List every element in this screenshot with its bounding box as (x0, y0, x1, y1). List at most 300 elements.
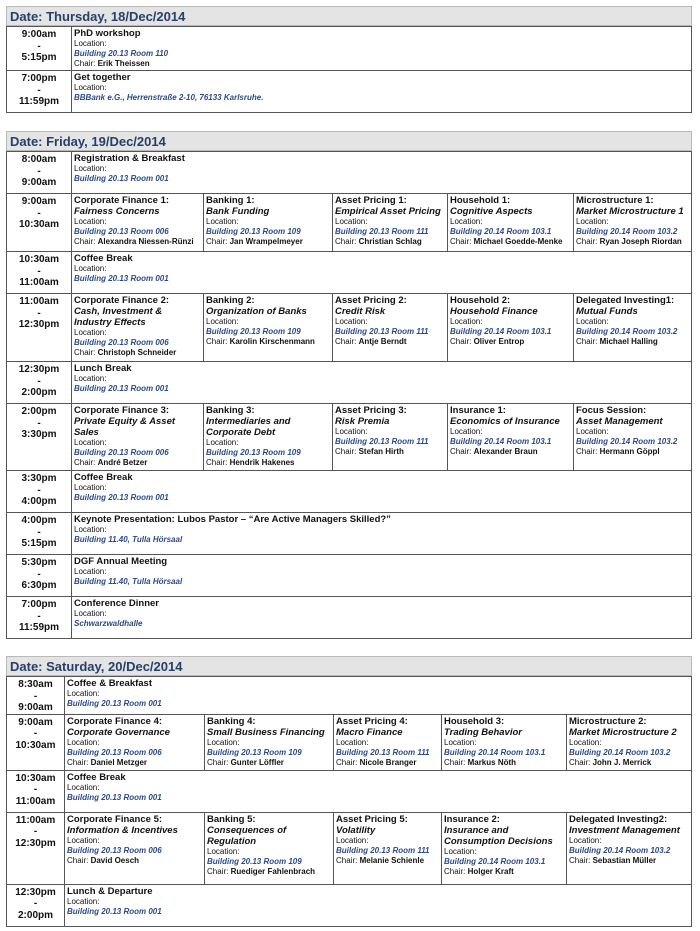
session-title: Corporate Finance 2: (74, 295, 170, 306)
time-separator: - (37, 484, 41, 496)
chair-line (569, 758, 689, 768)
schedule-row (7, 404, 692, 471)
location-label: Location: (67, 835, 100, 845)
session-subtitle: Small Business Financing (207, 726, 325, 738)
session-cell (72, 252, 692, 294)
time-separator: - (33, 898, 38, 909)
start-time: 10:30am (18, 254, 60, 265)
location-value: Building 20.13 Room 001 (67, 699, 162, 708)
session-cell (333, 404, 448, 471)
chair-line (336, 856, 439, 866)
chair-name: Michael Halling (599, 337, 658, 346)
location-value: Building 20.13 Room 006 (67, 747, 162, 757)
end-time: 11:00am (19, 277, 59, 288)
location-value: Building 20.14 Room 103.1 (450, 227, 552, 236)
location-value: Building 20.14 Room 103.1 (444, 747, 546, 757)
schedule-table (6, 151, 692, 639)
session-cell (72, 404, 204, 471)
day-header: Date: Thursday, 18/Dec/2014 (6, 6, 692, 26)
session-cell (448, 194, 574, 252)
session-cell (72, 555, 692, 597)
chair-label: Chair: (576, 337, 598, 346)
start-time: 5:30pm (21, 557, 57, 568)
time-separator: - (33, 784, 38, 795)
day-header: Date: Friday, 19/Dec/2014 (6, 131, 692, 151)
chair-label: Chair: (206, 337, 228, 346)
chair-label: Chair: (569, 855, 591, 865)
session-cell (574, 404, 692, 471)
location-value: Building 11.40, Tulla Hörsaal (74, 577, 183, 586)
location-value: Building 20.14 Room 103.2 (569, 845, 671, 855)
location-label: Location: (335, 317, 368, 326)
location-label: Location: (74, 374, 107, 383)
session-cell (72, 471, 692, 513)
chair-name: Alexander Braun (473, 447, 538, 456)
start-time: 3:30pm (21, 473, 57, 484)
location-value: Building 20.13 Room 111 (335, 437, 429, 446)
chair-line (67, 856, 202, 866)
chair-name: Sebastian Müller (592, 855, 657, 865)
chair-label: Chair: (74, 59, 96, 68)
chair-name: Ryan Joseph Riordan (599, 237, 682, 246)
location-value: Building 20.13 Room 001 (67, 792, 162, 802)
chair-line (206, 237, 330, 247)
session-subtitle: Bank Funding (206, 206, 270, 217)
session-title: DGF Annual Meeting (74, 556, 168, 567)
location-label: Location: (74, 39, 107, 48)
session-cell (567, 714, 692, 770)
session-subtitle: Consequences of Regulation (207, 824, 287, 847)
session-subtitle: Information & Incentives (67, 824, 178, 836)
location-label: Location: (206, 317, 239, 326)
location-label: Location: (206, 438, 239, 447)
location-value: Building 20.13 Room 111 (336, 845, 430, 855)
start-time: 10:30am (15, 772, 56, 784)
session-cell (72, 513, 692, 555)
location-label: Location: (576, 217, 609, 226)
session-title: Corporate Finance 5: (67, 813, 163, 825)
chair-name: Gunter Löffler (230, 757, 284, 767)
session-subtitle: Corporate Governance (67, 726, 170, 738)
time-separator: - (33, 728, 38, 739)
session-title: Delegated Investing2: (569, 813, 668, 825)
session-title: Focus Session: (576, 405, 647, 416)
end-time: 2:00pm (17, 909, 53, 921)
session-cell (72, 152, 692, 194)
location-label: Location: (74, 83, 107, 92)
end-time: 11:00am (15, 795, 56, 807)
chair-label: Chair: (450, 447, 472, 456)
session-cell (65, 677, 692, 715)
session-cell (567, 812, 692, 884)
end-time: 9:00am (18, 702, 53, 713)
session-subtitle: Economics of Insurance (450, 416, 560, 427)
location-label: Location: (67, 782, 100, 792)
location-value: Building 20.14 Room 103.2 (576, 437, 678, 446)
chair-line (74, 458, 201, 468)
time-cell (7, 513, 72, 555)
location-value: Building 20.14 Room 103.1 (450, 437, 552, 446)
session-cell (72, 194, 204, 252)
session-title: Lunch Break (74, 363, 132, 374)
location-label: Location: (74, 438, 107, 447)
location-value: Building 20.13 Room 109 (207, 856, 302, 866)
location-label: Location: (336, 835, 369, 845)
chair-label: Chair: (336, 757, 358, 767)
schedule-row (7, 714, 692, 770)
location-label: Location: (74, 217, 107, 226)
location-value: Building 20.14 Room 103.2 (576, 327, 678, 336)
location-value: Schwarzwaldhalle (74, 619, 143, 628)
time-cell (7, 597, 72, 639)
end-time: 4:00pm (21, 496, 57, 507)
chair-name: Hermann Göppl (599, 447, 660, 456)
location-value: Building 20.13 Room 006 (67, 845, 162, 855)
session-subtitle: Cash, Investment & Industry Effects (74, 306, 163, 328)
location-label: Location: (207, 846, 240, 856)
session-title: Insurance 1: (450, 405, 506, 416)
session-subtitle: Intermediaries and Corporate Debt (206, 416, 291, 438)
location-value: Building 20.13 Room 006 (74, 338, 169, 347)
chair-name: Stefan Hirth (358, 447, 404, 456)
chair-name: Erik Theissen (97, 59, 150, 68)
location-label: Location: (335, 427, 368, 436)
time-separator: - (37, 526, 41, 538)
location-label: Location: (67, 689, 100, 698)
end-time: 6:30pm (21, 580, 57, 591)
chair-line (67, 758, 202, 768)
time-cell (7, 404, 72, 471)
session-title: Banking 3: (206, 405, 255, 416)
location-label: Location: (67, 896, 100, 906)
schedule-row (7, 812, 692, 884)
schedule-row (7, 770, 692, 812)
day-saturday (6, 656, 692, 927)
schedule-row (7, 513, 692, 555)
session-cell (334, 812, 442, 884)
location-label: Location: (569, 737, 602, 747)
session-title: PhD workshop (74, 28, 141, 39)
chair-line (335, 237, 445, 247)
session-subtitle: Fairness Concerns (74, 206, 160, 217)
session-title: Delegated Investing1: (576, 295, 675, 306)
chair-name: Oliver Entrop (473, 337, 525, 346)
session-cell (72, 71, 692, 113)
location-label: Location: (74, 609, 107, 618)
chair-label: Chair: (335, 337, 357, 346)
schedule-table (6, 676, 692, 927)
location-value: Building 20.13 Room 111 (335, 227, 429, 236)
location-label: Location: (569, 835, 602, 845)
location-value: Building 20.13 Room 109 (206, 327, 301, 336)
end-time: 10:30am (15, 739, 56, 751)
time-cell (7, 194, 72, 252)
schedule-row (7, 597, 692, 639)
session-cell (72, 597, 692, 639)
session-title: Asset Pricing 5: (336, 813, 408, 825)
location-value: Building 20.13 Room 109 (206, 227, 301, 236)
time-separator: - (37, 417, 41, 429)
schedule-row (7, 152, 692, 194)
end-time: 9:00am (21, 177, 57, 188)
session-title: Banking 1: (206, 195, 255, 206)
time-cell (7, 884, 65, 926)
location-label: Location: (450, 217, 483, 226)
session-subtitle: Credit Risk (335, 306, 386, 317)
location-value: Building 20.13 Room 006 (74, 227, 169, 236)
session-cell (333, 194, 448, 252)
session-cell (205, 812, 334, 884)
chair-line (335, 447, 445, 457)
location-value: Building 20.13 Room 001 (74, 384, 169, 393)
time-separator: - (37, 84, 41, 96)
chair-name: Jan Wrampelmeyer (229, 237, 303, 246)
session-subtitle: Macro Finance (336, 726, 403, 738)
location-label: Location: (576, 317, 609, 326)
start-time: 9:00am (18, 716, 53, 728)
time-separator: - (37, 40, 41, 52)
schedule-row (7, 884, 692, 926)
location-label: Location: (576, 427, 609, 436)
session-cell (204, 194, 333, 252)
location-value: Building 20.14 Room 103.1 (450, 327, 552, 336)
session-subtitle: Market Microstructure 2 (569, 726, 677, 738)
location-label: Location: (206, 217, 239, 226)
location-label: Location: (74, 525, 107, 534)
day-friday (6, 131, 692, 639)
chair-line (450, 447, 571, 457)
time-cell (7, 362, 72, 404)
start-time: 7:00pm (21, 599, 57, 610)
location-label: Location: (444, 737, 477, 747)
end-time: 5:15pm (21, 538, 57, 549)
chair-label: Chair: (576, 237, 598, 246)
session-cell (65, 812, 205, 884)
chair-line (336, 758, 439, 768)
session-title: Corporate Finance 1: (74, 195, 170, 206)
chair-label: Chair: (576, 447, 598, 456)
chair-label: Chair: (444, 757, 466, 767)
chair-name: Holger Kraft (467, 866, 514, 876)
time-separator: - (33, 826, 38, 837)
session-title: Household 1: (450, 195, 511, 206)
chair-label: Chair: (74, 237, 96, 246)
chair-line (74, 59, 689, 69)
location-label: Location: (74, 264, 107, 273)
session-cell (442, 812, 567, 884)
time-cell (7, 677, 65, 715)
chair-name: Daniel Metzger (90, 757, 148, 767)
session-cell (72, 27, 692, 71)
location-label: Location: (74, 567, 107, 576)
session-subtitle: Investment Management (569, 824, 680, 836)
chair-name: André Betzer (97, 458, 148, 467)
schedule-row (7, 362, 692, 404)
start-time: 12:30pm (15, 886, 56, 898)
session-subtitle: Volatility (336, 824, 376, 836)
chair-line (450, 237, 571, 247)
chair-label: Chair: (444, 866, 466, 876)
location-value: Building 20.13 Room 001 (67, 906, 162, 916)
chair-name: David Oesch (90, 855, 140, 865)
day-header: Date: Saturday, 20/Dec/2014 (6, 656, 692, 676)
location-value: Building 20.13 Room 109 (206, 448, 301, 457)
location-label: Location: (67, 737, 100, 747)
time-separator: - (37, 307, 41, 319)
time-cell (7, 152, 72, 194)
session-subtitle: Organization of Banks (206, 306, 307, 317)
location-label: Location: (74, 164, 107, 173)
start-time: 12:30pm (18, 364, 60, 375)
schedule-row (7, 677, 692, 715)
session-title: Coffee Break (74, 472, 133, 483)
chair-name: Nicole Branger (359, 757, 417, 767)
chair-label: Chair: (67, 757, 89, 767)
chair-label: Chair: (207, 866, 229, 876)
session-cell (333, 294, 448, 362)
chair-label: Chair: (207, 757, 229, 767)
end-time: 2:00pm (21, 387, 57, 398)
start-time: 7:00pm (21, 73, 57, 84)
chair-name: Melanie Schienle (359, 855, 425, 865)
chair-name: Christian Schlag (358, 237, 422, 246)
session-title: Asset Pricing 3: (335, 405, 407, 416)
session-cell (448, 294, 574, 362)
location-value: Building 20.13 Room 111 (335, 327, 429, 336)
session-subtitle: Risk Premia (335, 416, 390, 427)
chair-line (335, 337, 445, 347)
schedule-row (7, 294, 692, 362)
time-cell (7, 71, 72, 113)
session-subtitle: Household Finance (450, 306, 538, 317)
end-time: 11:59pm (18, 96, 60, 107)
session-title: Coffee & Breakfast (67, 678, 152, 689)
location-label: Location: (74, 483, 107, 492)
chair-label: Chair: (450, 237, 472, 246)
schedule-row (7, 194, 692, 252)
chair-name: Michael Goedde-Menke (473, 237, 563, 246)
session-cell (204, 294, 333, 362)
start-time: 4:00pm (21, 515, 57, 526)
session-title: Corporate Finance 3: (74, 405, 170, 416)
location-value: Building 20.13 Room 110 (74, 49, 169, 58)
location-label: Location: (450, 427, 483, 436)
end-time: 12:30pm (15, 837, 56, 849)
chair-name: Antje Berndt (358, 337, 407, 346)
time-cell (7, 555, 72, 597)
chair-label: Chair: (335, 237, 357, 246)
end-time: 12:30pm (18, 319, 60, 330)
location-label: Location: (207, 737, 240, 747)
time-cell (7, 471, 72, 513)
time-separator: - (37, 375, 41, 387)
chair-line (450, 337, 571, 347)
location-value: BBBank e.G., Herrenstraße 2-10, 76133 Karlsruhe. (74, 93, 264, 102)
time-separator: - (37, 207, 41, 219)
time-cell (7, 714, 65, 770)
session-title: Registration & Breakfast (74, 153, 185, 164)
chair-line (576, 237, 689, 247)
start-time: 8:00am (21, 154, 57, 165)
location-label: Location: (450, 317, 483, 326)
chair-line (74, 237, 201, 247)
session-title: Microstructure 2: (569, 715, 647, 727)
time-cell (7, 294, 72, 362)
time-cell (7, 27, 72, 71)
location-value: Building 20.13 Room 001 (74, 174, 169, 183)
session-title: Keynote Presentation: Lubos Pastor – “Are Active Managers Skilled?” (74, 514, 391, 525)
chair-label: Chair: (206, 237, 228, 246)
chair-name: John J. Merrick (592, 757, 652, 767)
session-title: Lunch & Departure (67, 885, 153, 897)
start-time: 11:00am (15, 814, 56, 826)
location-value: Building 20.13 Room 109 (207, 747, 302, 757)
chair-label: Chair: (336, 855, 358, 865)
chair-line (576, 337, 689, 347)
chair-label: Chair: (206, 458, 228, 467)
chair-name: Christoph Schneider (97, 348, 177, 357)
session-cell (334, 714, 442, 770)
chair-line (569, 856, 689, 866)
session-title: Banking 4: (207, 715, 256, 727)
end-time: 10:30am (18, 219, 60, 230)
chair-line (206, 458, 330, 468)
session-title: Household 3: (444, 715, 505, 727)
location-label: Location: (336, 737, 369, 747)
session-cell (72, 294, 204, 362)
session-title: Microstructure 1: (576, 195, 654, 206)
chair-name: Markus Nöth (467, 757, 517, 767)
location-value: Building 20.13 Room 111 (336, 747, 430, 757)
session-cell (65, 884, 692, 926)
session-title: Get together (74, 72, 131, 83)
start-time: 8:30am (18, 679, 53, 690)
chair-line (206, 337, 330, 347)
chair-label: Chair: (450, 337, 472, 346)
location-value: Building 20.14 Room 103.2 (576, 227, 678, 236)
start-time: 9:00am (21, 29, 57, 40)
time-separator: - (37, 165, 41, 177)
session-cell (574, 194, 692, 252)
time-cell (7, 770, 65, 812)
chair-line (576, 447, 689, 457)
schedule-row (7, 27, 692, 71)
session-cell (72, 362, 692, 404)
schedule-row (7, 555, 692, 597)
chair-label: Chair: (74, 348, 96, 357)
location-value: Building 20.14 Room 103.2 (569, 747, 671, 757)
session-cell (448, 404, 574, 471)
chair-line (207, 758, 331, 768)
time-separator: - (37, 610, 41, 622)
location-value: Building 20.14 Room 103.1 (444, 856, 546, 866)
session-title: Asset Pricing 4: (336, 715, 408, 727)
day-thursday (6, 6, 692, 113)
session-title: Insurance 2: (444, 813, 500, 825)
session-title: Banking 2: (206, 295, 255, 306)
location-value: Building 20.13 Room 001 (74, 274, 169, 283)
chair-label: Chair: (67, 855, 89, 865)
session-subtitle: Market Microstructure 1 (576, 206, 684, 217)
chair-line (207, 867, 331, 877)
session-cell (65, 770, 692, 812)
session-cell (204, 404, 333, 471)
chair-label: Chair: (335, 447, 357, 456)
session-title: Coffee Break (74, 253, 133, 264)
schedule-row (7, 71, 692, 113)
end-time: 5:15pm (21, 52, 57, 63)
session-cell (205, 714, 334, 770)
